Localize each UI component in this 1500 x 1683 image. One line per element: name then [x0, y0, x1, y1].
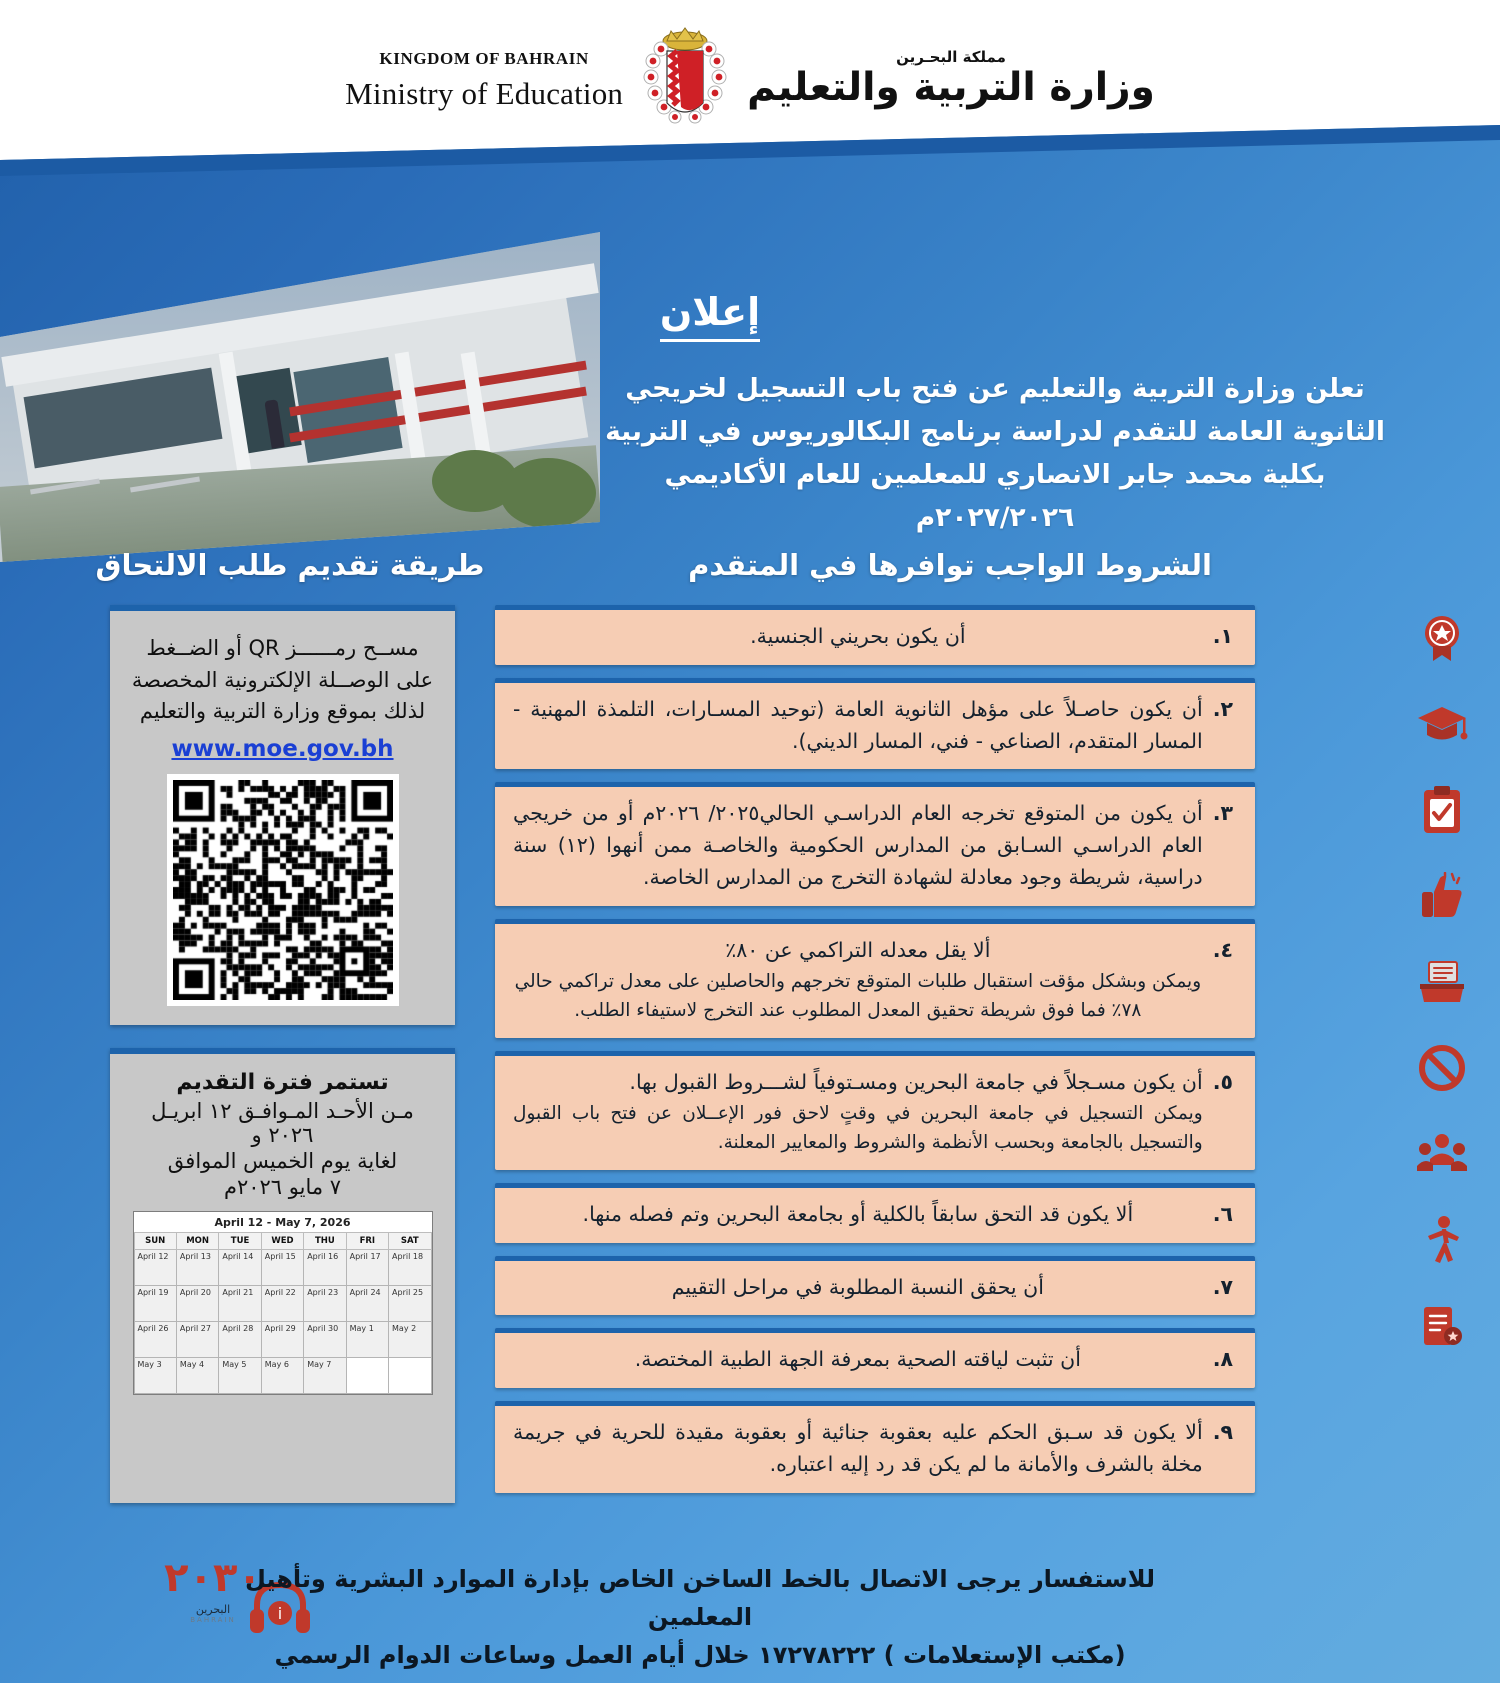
period-line-3: ٧ مايو ٢٠٢٦م	[223, 1175, 342, 1199]
calendar-day-cell: April 24	[346, 1286, 388, 1322]
calendar-day-cell: April 29	[261, 1322, 303, 1358]
condition-number: ٢.	[1212, 696, 1233, 721]
calendar-week-row	[134, 1250, 431, 1286]
calendar-day-cell: May 1	[346, 1322, 388, 1358]
condition-number: ٥.	[1212, 1069, 1233, 1094]
condition-item	[495, 1401, 1255, 1493]
condition-text: ألا يقل معدله التراكمي عن ٨٠٪ ويمكن وبشكل مؤقت استقبال طلبات المتوقع تخرجهم والحاصلين على معدل تراكمي حالي ٧٨٪ فما فوق شريطة تحقيق المعدل المطلوب عند التخرج لاستيفاء الطلب.	[513, 935, 1203, 1026]
calendar-weekday: MON	[176, 1233, 218, 1250]
clipboard-check-icon	[1414, 782, 1470, 838]
condition-text: ألا يكون قد التحق سابقاً بالكلية أو بجامعة البحرين وتم فصله منها.	[582, 1201, 1134, 1226]
documents-icon	[1414, 954, 1470, 1010]
application-method-panel	[110, 605, 455, 1025]
condition-item	[495, 1183, 1255, 1243]
legal-document-icon	[1414, 1298, 1470, 1354]
application-period-panel	[110, 1048, 455, 1503]
announcement-body: تعلن وزارة التربية والتعليم عن فتح باب التسجيل لخريجي الثانوية العامة للتقدم لدراسة برنامج البكالوريوس في التربية بكلية محمد جابر الانصاري للمعلمين للعام الأكاديمي ٢٠٢٧/٢٠٢٦م	[605, 373, 1385, 533]
calendar-day-cell: May 6	[261, 1358, 303, 1394]
graduation-cap-icon	[1414, 696, 1470, 752]
footer-line-1: للاستفسار يرجى الاتصال بالخط الساخن الخاص بإدارة الموارد البشرية وتأهيل المعلمين	[245, 1565, 1155, 1631]
bahrain-2030-logo	[148, 1555, 278, 1655]
qr-instructions: مســح رمــــــز QR أو الضــغط على الوصــلة الإلكترونية المخصصة لذلك بموقع وزارة التربية والتعليم	[131, 636, 434, 723]
condition-text: أن يكون من المتوقع تخرجه العام الدراسـي الحالي٢٠٢٥/ ٢٠٢٦م أو من خريجي العام الدراسـي السـابق من المدارس الحكومية والخاصـة ممن أنهوا (١٢) سنة دراسية، شريطة وجود معادلة لشهادة التخرج من المدارس الخاصة.	[513, 801, 1203, 889]
calendar-day-cell: April 13	[176, 1250, 218, 1286]
calendar-weekday: THU	[304, 1233, 346, 1250]
condition-text: أن يكون بحريني الجنسية.	[750, 624, 966, 648]
period-line-2: لغاية يوم الخميس الموافق	[167, 1149, 398, 1173]
condition-item	[495, 1051, 1255, 1170]
ministry-name-english	[345, 49, 623, 112]
calendar-day-cell: April 17	[346, 1250, 388, 1286]
period-line-1: مـن الأحـد المـوافـق ١٢ ابريـل ٢٠٢٦ و	[151, 1099, 414, 1147]
calendar-weekday: SUN	[134, 1233, 176, 1250]
prohibited-icon	[1414, 1040, 1470, 1096]
poster-footer	[0, 1533, 1500, 1683]
calendar-day-cell: April 22	[261, 1286, 303, 1322]
calendar-day-cell: April 15	[261, 1250, 303, 1286]
calendar-day-cell: May 7	[304, 1358, 346, 1394]
calendar-day-cell: May 3	[134, 1358, 176, 1394]
condition-text: أن يحقق النسبة المطلوبة في مراحل التقييم	[671, 1274, 1044, 1299]
conditions-icon-column	[1402, 610, 1482, 1384]
condition-item	[495, 1328, 1255, 1388]
period-heading: تستمر فترة التقديم	[176, 1070, 389, 1095]
condition-number: ١.	[1212, 624, 1233, 648]
ministry-label-ar: وزارة التربية والتعليم	[747, 65, 1155, 111]
kingdom-label-ar: مملكة البحـرين	[896, 47, 1006, 66]
conditions-section-title: الشروط الواجب توافرها في المتقدم	[688, 548, 1212, 582]
ministry-name-arabic	[747, 49, 1155, 111]
logo-subtitle-en: BAHRAIN	[190, 1616, 236, 1624]
calendar-week-row	[134, 1286, 431, 1322]
condition-text: أن يكون مسـجلاً في جامعة البحرين ومسـتوفياً لشـــروط القبول بها. ويمكن التسجيل في جامعة البحرين في وقتٍ لاحق فور الإعــلان عن فتح باب القبول والتسجيل بالجامعة وبحسب الأنظمة والشروط والمعايير المعلنة.	[513, 1067, 1203, 1158]
svg-text:i: i	[277, 1604, 283, 1623]
calendar-weekday: TUE	[219, 1233, 261, 1250]
application-calendar	[133, 1211, 433, 1395]
calendar-day-cell: May 5	[219, 1358, 261, 1394]
footer-contact-text	[200, 1561, 1200, 1675]
qr-code-icon[interactable]	[167, 774, 399, 1006]
calendar-table	[134, 1232, 432, 1394]
logo-year-mark: ٢٠٣٠	[164, 1555, 262, 1601]
calendar-day-cell: May 4	[176, 1358, 218, 1394]
condition-subtext: ويمكن التسجيل في جامعة البحرين في وقتٍ لاحق فور الإعــلان عن فتح باب القبول والتسجيل بالجامعة وبحسب الأنظمة والشروط والمعايير المعلنة.	[513, 1103, 1203, 1154]
calendar-day-cell: April 28	[219, 1322, 261, 1358]
college-building-photo	[0, 232, 600, 562]
calendar-day-cell: April 14	[219, 1250, 261, 1286]
calendar-empty-cell	[346, 1358, 388, 1394]
calendar-day-cell: April 23	[304, 1286, 346, 1322]
announcement-title-text: إعلان	[660, 290, 760, 342]
condition-text: ألا يكون قد سـبق الحكم عليه بعقوبة جنائية أو بعقوبة مقيدة للحرية في جريمة مخلة بالشرف والأمانة ما لم يكن قد رد إليه اعتباره.	[513, 1420, 1203, 1476]
calendar-week-row	[134, 1358, 431, 1394]
ministry-branding	[0, 0, 1500, 160]
calendar-weekday: WED	[261, 1233, 303, 1250]
thumbs-up-icon	[1414, 868, 1470, 924]
moe-website-link[interactable]: www.moe.gov.bh	[171, 735, 394, 762]
conditions-list	[495, 605, 1255, 1506]
calendar-day-cell: April 18	[389, 1250, 431, 1286]
calendar-day-cell: April 19	[134, 1286, 176, 1322]
calendar-day-cell: April 26	[134, 1322, 176, 1358]
calendar-day-cell: April 25	[389, 1286, 431, 1322]
people-group-icon	[1414, 1126, 1470, 1182]
condition-item	[495, 678, 1255, 770]
calendar-caption: April 12 - May 7, 2026	[214, 1216, 351, 1229]
logo-subtitle-ar: البحرين	[195, 1603, 231, 1616]
apply-section-title: طريقة تقديم طلب الالتحاق	[95, 548, 485, 582]
calendar-day-cell: April 16	[304, 1250, 346, 1286]
announcement-title	[560, 290, 860, 334]
condition-item	[495, 782, 1255, 905]
condition-number: ٦.	[1212, 1201, 1233, 1226]
calendar-body	[134, 1250, 431, 1394]
condition-subtext: ويمكن وبشكل مؤقت استقبال طلبات المتوقع تخرجهم والحاصلين على معدل تراكمي حالي ٧٨٪ فما فوق شريطة تحقيق المعدل المطلوب عند التخرج لاستيفاء الطلب.	[514, 971, 1202, 1022]
condition-item	[495, 1256, 1255, 1316]
condition-number: ٩.	[1212, 1420, 1233, 1445]
condition-text: أن تثبت لياقته الصحية بمعرفة الجهة الطبية المختصة.	[634, 1347, 1081, 1372]
badge-seal-icon	[1414, 610, 1470, 666]
calendar-day-cell: April 20	[176, 1286, 218, 1322]
calendar-day-cell: April 12	[134, 1250, 176, 1286]
calendar-header-row	[134, 1233, 431, 1250]
condition-number: ٣.	[1212, 801, 1233, 826]
calendar-day-cell: April 27	[176, 1322, 218, 1358]
condition-item	[495, 605, 1255, 665]
fitness-person-icon	[1414, 1212, 1470, 1268]
footer-line-2: (مكتب الإستعلامات ) ١٧٢٧٨٢٢٢ خلال أيام العمل وساعات الدوام الرسمي	[274, 1640, 1126, 1669]
calendar-weekday: FRI	[346, 1233, 388, 1250]
condition-text: أن يكون حاصـلاً على مؤهل الثانوية العامة (توحيد المسـارات، التلمذة المهنية - المسار المتقدم، الصناعي - فني، المسار الديني).	[513, 696, 1203, 753]
ministry-label-en: Ministry of Education	[345, 75, 624, 111]
condition-number: ٧.	[1212, 1274, 1233, 1299]
calendar-day-cell: May 2	[389, 1322, 431, 1358]
kingdom-label-en: KINGDOM OF BAHRAIN	[379, 48, 589, 68]
period-text	[110, 1054, 455, 1199]
calendar-week-row	[134, 1322, 431, 1358]
calendar-day-cell: April 30	[304, 1322, 346, 1358]
condition-number: ٤.	[1212, 937, 1233, 962]
calendar-day-cell: April 21	[219, 1286, 261, 1322]
calendar-weekday: SAT	[389, 1233, 431, 1250]
condition-item	[495, 919, 1255, 1038]
condition-number: ٨.	[1212, 1347, 1233, 1372]
bahrain-coat-of-arms-icon	[637, 25, 733, 135]
calendar-empty-cell	[389, 1358, 431, 1394]
